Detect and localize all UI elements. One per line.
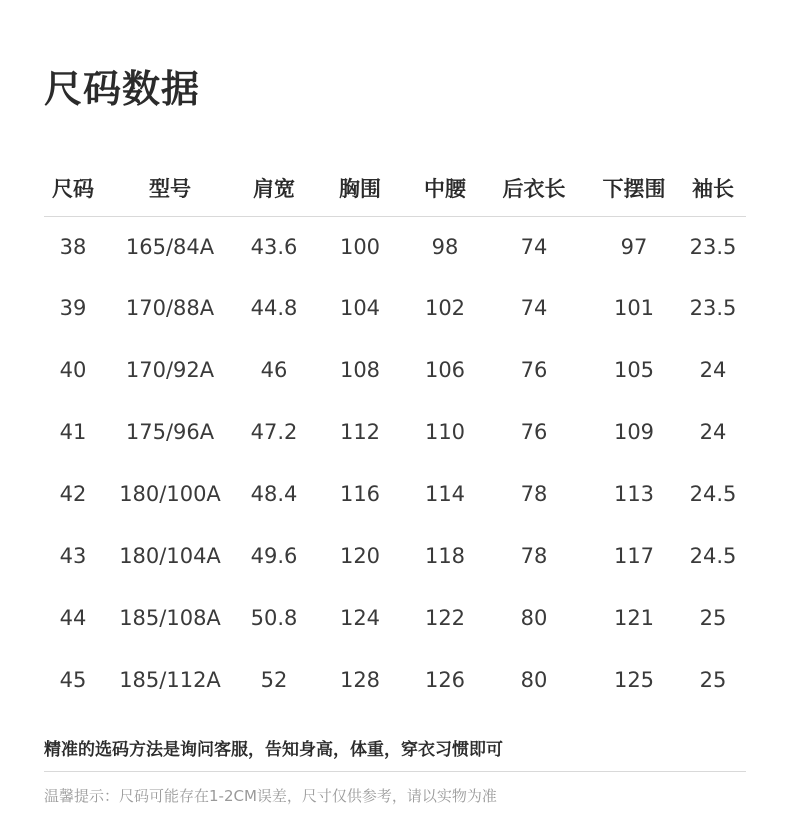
table-cell: 24.5	[689, 544, 737, 568]
table-cell: 43	[59, 544, 87, 568]
table-cell: 24	[699, 420, 727, 444]
table-row	[44, 525, 746, 587]
table-cell: 24.5	[689, 482, 737, 506]
table-cell: 78	[520, 482, 548, 506]
table-cell: 104	[339, 296, 381, 320]
table-row	[44, 217, 746, 278]
table-cell: 106	[424, 358, 466, 382]
table-cell: 50.8	[250, 606, 298, 630]
table-cell: 125	[613, 668, 655, 692]
header-model: 型号	[102, 160, 238, 217]
table-cell: 39	[59, 296, 87, 320]
table-cell: 120	[339, 544, 381, 568]
table-cell: 44.8	[250, 296, 298, 320]
table-cell: 128	[339, 668, 381, 692]
table-cell: 118	[424, 544, 466, 568]
page-title: 尺码数据	[44, 67, 201, 111]
table-cell: 113	[613, 482, 655, 506]
size-selection-note: 精准的选码方法是询问客服，告知身高，体重，穿衣习惯即可	[44, 740, 503, 760]
table-cell: 25	[699, 668, 727, 692]
header-chest: 胸围	[310, 160, 410, 217]
table-cell: 126	[424, 668, 466, 692]
table-cell: 80	[520, 606, 548, 630]
table-cell: 117	[613, 544, 655, 568]
table-cell: 43.6	[250, 235, 298, 259]
divider	[44, 771, 746, 772]
table-cell: 180/104A	[119, 544, 221, 568]
table-cell: 185/108A	[119, 606, 221, 630]
table-cell: 42	[59, 482, 87, 506]
table-cell: 46	[260, 358, 288, 382]
table-row	[44, 587, 746, 649]
table-row	[44, 401, 746, 463]
table-cell: 100	[339, 235, 381, 259]
table-cell: 185/112A	[119, 668, 221, 692]
table-cell: 175/96A	[125, 420, 215, 444]
table-cell: 180/100A	[119, 482, 221, 506]
table-cell: 98	[431, 235, 459, 259]
header-size: 尺码	[44, 160, 102, 217]
table-cell: 124	[339, 606, 381, 630]
table-cell: 80	[520, 668, 548, 692]
table-cell: 170/88A	[125, 296, 215, 320]
table-cell: 41	[59, 420, 87, 444]
table-cell: 114	[424, 482, 466, 506]
table-cell: 74	[520, 296, 548, 320]
table-header-row	[44, 160, 746, 217]
header-sleeve: 袖长	[680, 160, 746, 217]
header-back-length: 后衣长	[480, 160, 588, 217]
table-cell: 78	[520, 544, 548, 568]
table-cell: 108	[339, 358, 381, 382]
table-cell: 102	[424, 296, 466, 320]
table-cell: 52	[260, 668, 288, 692]
table-cell: 121	[613, 606, 655, 630]
table-cell: 76	[520, 420, 548, 444]
table-cell: 165/84A	[125, 235, 215, 259]
table-row	[44, 339, 746, 401]
table-cell: 45	[59, 668, 87, 692]
table-cell: 44	[59, 606, 87, 630]
table-cell: 23.5	[689, 235, 737, 259]
table-row	[44, 649, 746, 711]
table-row	[44, 277, 746, 339]
table-cell: 116	[339, 482, 381, 506]
table-cell: 49.6	[250, 544, 298, 568]
table-cell: 40	[59, 358, 87, 382]
table-cell: 101	[613, 296, 655, 320]
header-shoulder: 肩宽	[238, 160, 310, 217]
size-table	[44, 160, 746, 711]
table-cell: 122	[424, 606, 466, 630]
table-cell: 110	[424, 420, 466, 444]
table-cell: 47.2	[250, 420, 298, 444]
header-hem: 下摆围	[588, 160, 680, 217]
tolerance-hint: 温馨提示：尺码可能存在1-2CM误差，尺寸仅供参考，请以实物为准	[44, 787, 497, 805]
table-cell: 74	[520, 235, 548, 259]
table-cell: 25	[699, 606, 727, 630]
table-cell: 76	[520, 358, 548, 382]
table-cell: 97	[620, 235, 648, 259]
table-row	[44, 463, 746, 525]
table-cell: 38	[59, 235, 87, 259]
table-cell: 109	[613, 420, 655, 444]
header-waist: 中腰	[410, 160, 480, 217]
table-cell: 23.5	[689, 296, 737, 320]
table-cell: 105	[613, 358, 655, 382]
table-cell: 170/92A	[125, 358, 215, 382]
table-cell: 24	[699, 358, 727, 382]
table-cell: 48.4	[250, 482, 298, 506]
table-cell: 112	[339, 420, 381, 444]
